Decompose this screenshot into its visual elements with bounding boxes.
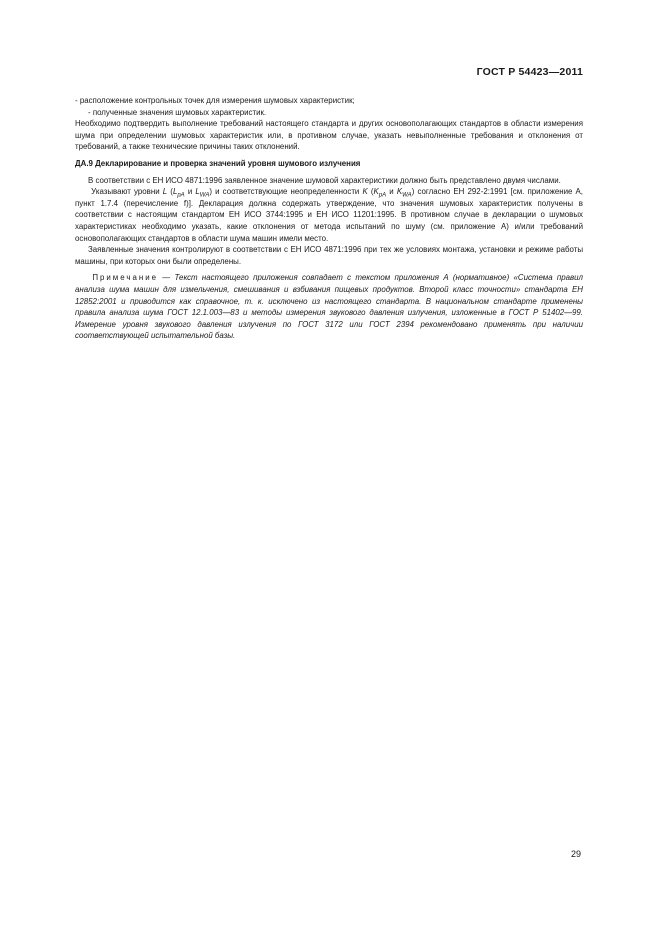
list-item: - расположение контрольных точек для измерения шумовых характеристик; [75,96,355,105]
paragraph [75,118,583,153]
note [75,272,583,342]
document-body [75,95,583,342]
list-item: - полученные значения шумовых характеристик. [88,107,267,117]
note-text: Текст настоящего приложения совпадает с текстом приложения А (нормативное) «Система правил анализа шума машин для измельчения, смешивания и взбивания пищевых продуктов. Второй класс точности» стандарта ЕН 12852:2001 и приводится как справочное, т. к. исключено из настоящего стандарта. В национальном стандарте применены правила анализа шума ГОСТ 12.1.003—83 и методы измерения звукового давления излучения, изложенные в ГОСТ Р 51402—99. Измерение уровня звукового давления излучения по ГОСТ 3172 или ГОСТ 2394 рекомендовано применять при наличии соответствующей испытательной базы. [75,273,583,341]
note-dash: — [157,273,175,283]
subscript: pA [378,192,387,199]
symbol-L: L [162,187,168,197]
text-run: и [184,187,196,197]
paragraph-text: Необходимо подтвердить выполнение требований настоящего стандарта и других основополагающих стандартов в области измерения шума при определении шумовых характеристик или, в противном случае, указать невыполненные требования и отклонения от требований, а также технические причины таких отклонений. [75,119,583,152]
text-run: ( [167,187,173,197]
section-heading: ДА.9 Декларирование и проверка значений уровня шумового излучения [75,158,361,168]
symbol-L: L [172,187,178,197]
symbol-L: L [195,187,200,197]
note-label: Примечание [92,273,158,283]
text-run: ) и соответствующие неопределенности [209,187,363,197]
subscript: WA [402,192,412,199]
subscript: pA [177,192,185,199]
page-number: 29 [570,849,581,859]
symbol-K: K [396,187,403,197]
text-run: ) согласно ЕН 292-2:1991 [см. приложение А, пункт 1.7.4 (перечисление f)]. Декларация должна содержать утверждение, что значения шумовых характеристик получены в соответствии с настоящим стандартом ЕН ИСО 3744:1995 и ЕН ИСО 11201:1995. В противном случае в декларации о шумовых характеристиках необходимо указать, какие отклонения от метода испытаний по шуму (см. приложение А) и/или требований основополагающих стандартов в области шума машин имели место. [75,187,583,243]
document-header: ГОСТ Р 54423—2011 [476,66,583,78]
paragraph: Заявленные значения контролируют в соответствии с ЕН ИСО 4871:1996 при тех же условиях монтажа, установки и режиме работы машины, при которых они были определены. [75,245,583,266]
symbol-K: K [362,187,368,197]
paragraph: В соответствии с ЕН ИСО 4871:1996 заявленное значение шумовой характеристики должно быть представлено двумя числами. [88,175,561,185]
paragraph [75,186,583,244]
symbol-K: K [373,187,379,197]
text-run: Указывают уровни [91,187,163,197]
text-run: ( [367,187,374,197]
subscript: WA [199,192,210,199]
text-run: и [386,187,397,197]
